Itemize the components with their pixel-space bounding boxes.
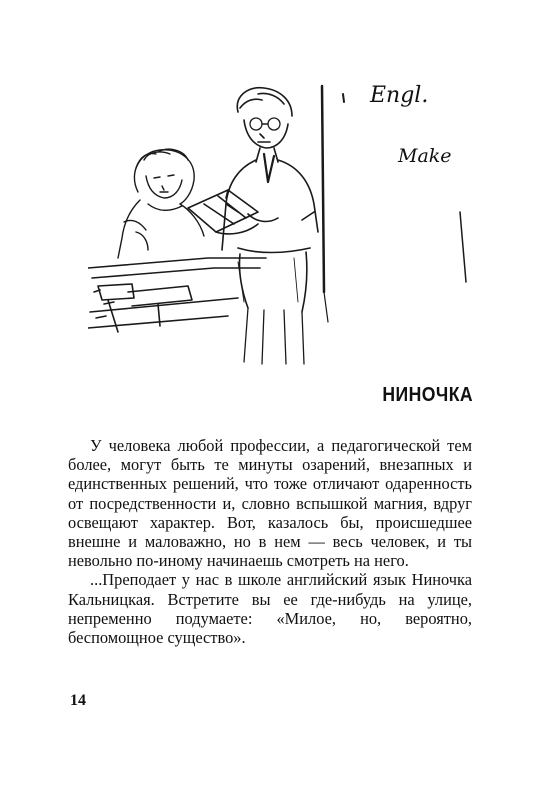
standing-boy-figure: [222, 88, 318, 364]
board-text-engl: Engl.: [370, 83, 429, 108]
body-text: [68, 436, 472, 647]
board-text-make: Make: [398, 145, 452, 167]
paragraph: У человека любой профессии, а педагогической тем более, могут быть те минуты озарений, внезапных и единственных решений, что тоже отличают одаренность от посредственности и, словно вспышкой магния, вдруг освещают характер. Вот, казалось бы, происшедшее внешне и маловажно, но в нем — весь человек, и ты невольно по-иному начинаешь смотреть на него.: [68, 436, 472, 571]
page-number: 14: [70, 692, 86, 709]
paragraph: ...Преподает у нас в школе английский язык Ниночка Кальницкая. Встретите вы ее где-нибудь на улице, непременно подумаете: «Милое, но, вероятно, беспомощное существо».: [68, 570, 472, 648]
seated-girl-figure: [118, 149, 204, 258]
blackboard-writing: [369, 83, 452, 167]
open-book: [188, 190, 278, 234]
illustration: [88, 72, 478, 372]
chapter-title: НИНОЧКА: [382, 384, 473, 406]
